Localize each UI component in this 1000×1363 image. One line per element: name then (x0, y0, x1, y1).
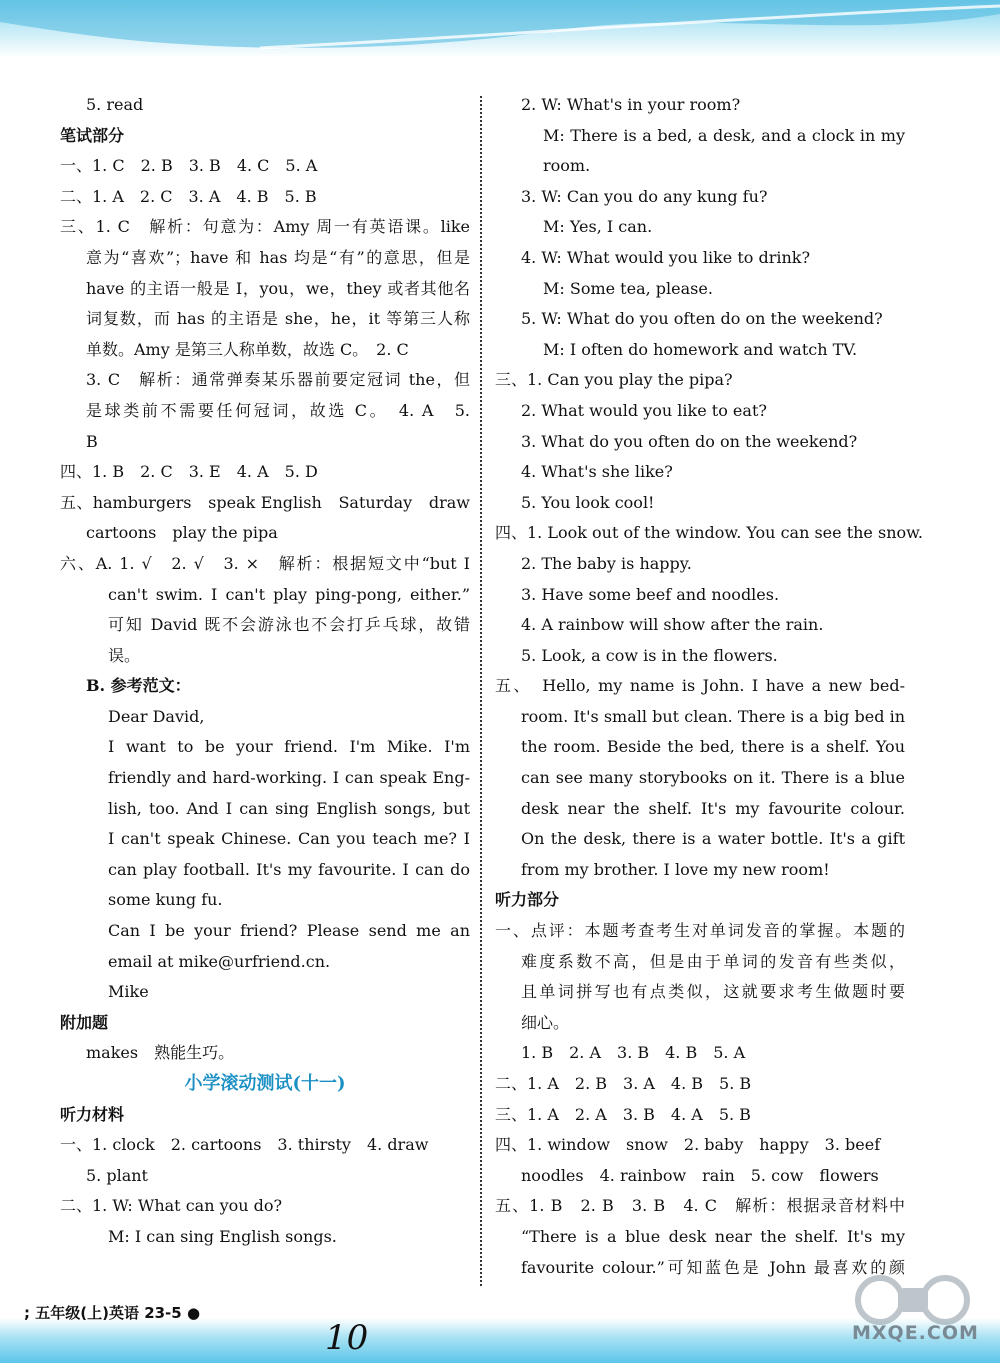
text-line: favourite colour.”可知蓝色是 John 最喜欢的颜 (521, 1257, 905, 1277)
text-line: can't swim. I can't play ping-pong, either.” (108, 584, 470, 604)
footer-label: ; 五年级(上)英语 23-5 ● (24, 1304, 201, 1322)
text-line: 二、1. W: What can you do? (60, 1196, 283, 1216)
footer-grade: 五年级(上)英语 (35, 1304, 139, 1322)
text-line: room. (543, 156, 591, 176)
text-line: 3. C 解析：通常弹奏某乐器前要定冠词 the，但 (86, 370, 470, 390)
watermark-text: MXQE.COM (852, 1322, 979, 1344)
text-line: 四、1. window snow 2. baby happy 3. beef (495, 1135, 881, 1155)
text-line: noodles 4. rainbow rain 5. cow flowers (521, 1165, 879, 1185)
text-line: 2. What would you like to eat? (521, 400, 767, 420)
text-line: can play football. It's my favourite. I can do (108, 859, 470, 879)
text-line: the room. Beside the bed, there is a shelf. You (521, 737, 905, 757)
text-line: 四、1. Look out of the window. You can see the snow. (495, 523, 924, 543)
text-line: 5. You look cool! (521, 492, 655, 512)
text-line: M: There is a bed, a desk, and a clock in my (543, 125, 905, 145)
text-line: B. 参考范文： (86, 676, 191, 696)
text-line: 二、1. A 2. C 3. A 4. B 5. B (60, 186, 317, 206)
text-line: 5. W: What do you often do on the weekend? (521, 309, 883, 329)
text-line: 细心。 (521, 1012, 570, 1032)
text-line: 2. W: What's in your room? (521, 95, 741, 114)
right-column (495, 90, 924, 1283)
page-number: 10 (325, 1318, 369, 1358)
text-line: 三、1. A 2. A 3. B 4. A 5. B (495, 1104, 751, 1124)
text-line: 5. Look, a cow is in the flowers. (521, 645, 778, 665)
header-wave (0, 0, 1000, 60)
text-line: 3. Have some beef and noodles. (521, 584, 780, 604)
footer-dot-icon: ● (186, 1304, 201, 1322)
text-line: 难度系数不高，但是由于单词的发音有些类似， (521, 951, 905, 971)
text-line: 五、1. B 2. B 3. B 4. C 解析：根据录音材料中 (495, 1196, 905, 1216)
text-line: 四、1. B 2. C 3. E 4. A 5. D (60, 462, 318, 482)
left-column (60, 90, 470, 1253)
text-line: M: Some tea, please. (543, 278, 713, 298)
text-line: “There is a blue desk near the shelf. It's my (521, 1226, 905, 1246)
text-line: M: I often do homework and watch TV. (543, 339, 858, 359)
text-line: 词复数，而 has 的主语是 she，he，it 等第三人称 (86, 309, 470, 329)
text-line: makes 熟能生巧。 (86, 1043, 235, 1063)
text-line: M: Yes, I can. (543, 217, 653, 237)
text-line: 笔试部分 (60, 125, 125, 145)
text-line: cartoons play the pipa (86, 523, 278, 543)
text-line: Mike (108, 982, 149, 1002)
text-line: 附加题 (60, 1012, 109, 1032)
text-line: room. It's small but clean. There is a big bed in (521, 706, 905, 726)
text-line: 单数。Amy 是第三人称单数，故选 C。 2. C (86, 339, 409, 359)
text-line: can see many storybooks on it. There is a blue (521, 768, 905, 788)
text-line: Dear David, (108, 706, 205, 726)
text-line: B (86, 431, 98, 451)
text-line: 5. read (86, 95, 144, 114)
text-line: 一、1. C 2. B 3. B 4. C 5. A (60, 156, 318, 176)
text-line: Can I be your friend? Please send me an (108, 921, 470, 941)
text-line: 2. The baby is happy. (521, 553, 692, 573)
text-line: 5. plant (86, 1165, 148, 1185)
text-line: 五、 Hello, my name is John. I have a new bed- (495, 676, 905, 696)
text-line: desk near the shelf. It's my favourite colour. (521, 798, 905, 818)
column-divider (480, 96, 482, 1286)
text-line: 听力材料 (60, 1104, 125, 1124)
text-line: 小学滚动测试(十一) (184, 1073, 346, 1094)
text-line: 三、1. C 解析：句意为：Amy 周一有英语课。like (60, 217, 470, 237)
text-line: 一、点评：本题考查考生对单词发音的掌握。本题的 (495, 921, 905, 941)
text-line: 4. W: What would you like to drink? (521, 247, 811, 267)
text-line: 听力部分 (495, 890, 560, 910)
footer-code: 23-5 (144, 1304, 182, 1322)
text-line: 是球类前不需要任何冠词，故选 C。 4. A 5. (86, 400, 470, 420)
text-line: lish, too. And I can sing English songs, but (108, 798, 470, 818)
text-line: 三、1. Can you play the pipa? (495, 370, 733, 390)
text-line: 误。 (108, 645, 141, 665)
text-line: M: I can sing English songs. (108, 1226, 337, 1246)
text-line: from my brother. I love my new room! (521, 859, 830, 879)
text-line: email at mike@urfriend.cn. (108, 951, 331, 971)
text-line: I can't speak Chinese. Can you teach me? I (108, 829, 470, 849)
text-line: 且单词拼写也有点类似，这就要求考生做题时要 (521, 982, 905, 1002)
text-line: 五、hamburgers speak English Saturday draw (60, 492, 470, 512)
text-line: 4. What's she like? (521, 462, 673, 482)
text-line: 1. B 2. A 3. B 4. B 5. A (521, 1043, 746, 1063)
text-line: 一、1. clock 2. cartoons 3. thirsty 4. draw (60, 1135, 429, 1155)
text-line: 4. A rainbow will show after the rain. (521, 615, 824, 635)
text-line: 3. What do you often do on the weekend? (521, 431, 858, 451)
text-line: 可知 David 既不会游泳也不会打乒乓球，故错 (108, 615, 470, 635)
text-line: have 的主语一般是 I，you，we，they 或者其他名 (86, 278, 470, 298)
text-line: 意为“喜欢”；have 和 has 均是“有”的意思，但是 (86, 247, 470, 267)
text-line: I want to be your friend. I'm Mike. I'm (108, 737, 470, 757)
text-line: friendly and hard-working. I can speak Eng- (108, 768, 470, 788)
text-line: 六、A. 1. √ 2. √ 3. × 解析：根据短文中“but I (60, 553, 470, 573)
text-line: On the desk, there is a water bottle. It's a gift (521, 829, 905, 849)
text-line: 3. W: Can you do any kung fu? (521, 186, 768, 206)
text-line: some kung fu. (108, 890, 223, 910)
text-line: 二、1. A 2. B 3. A 4. B 5. B (495, 1074, 752, 1093)
